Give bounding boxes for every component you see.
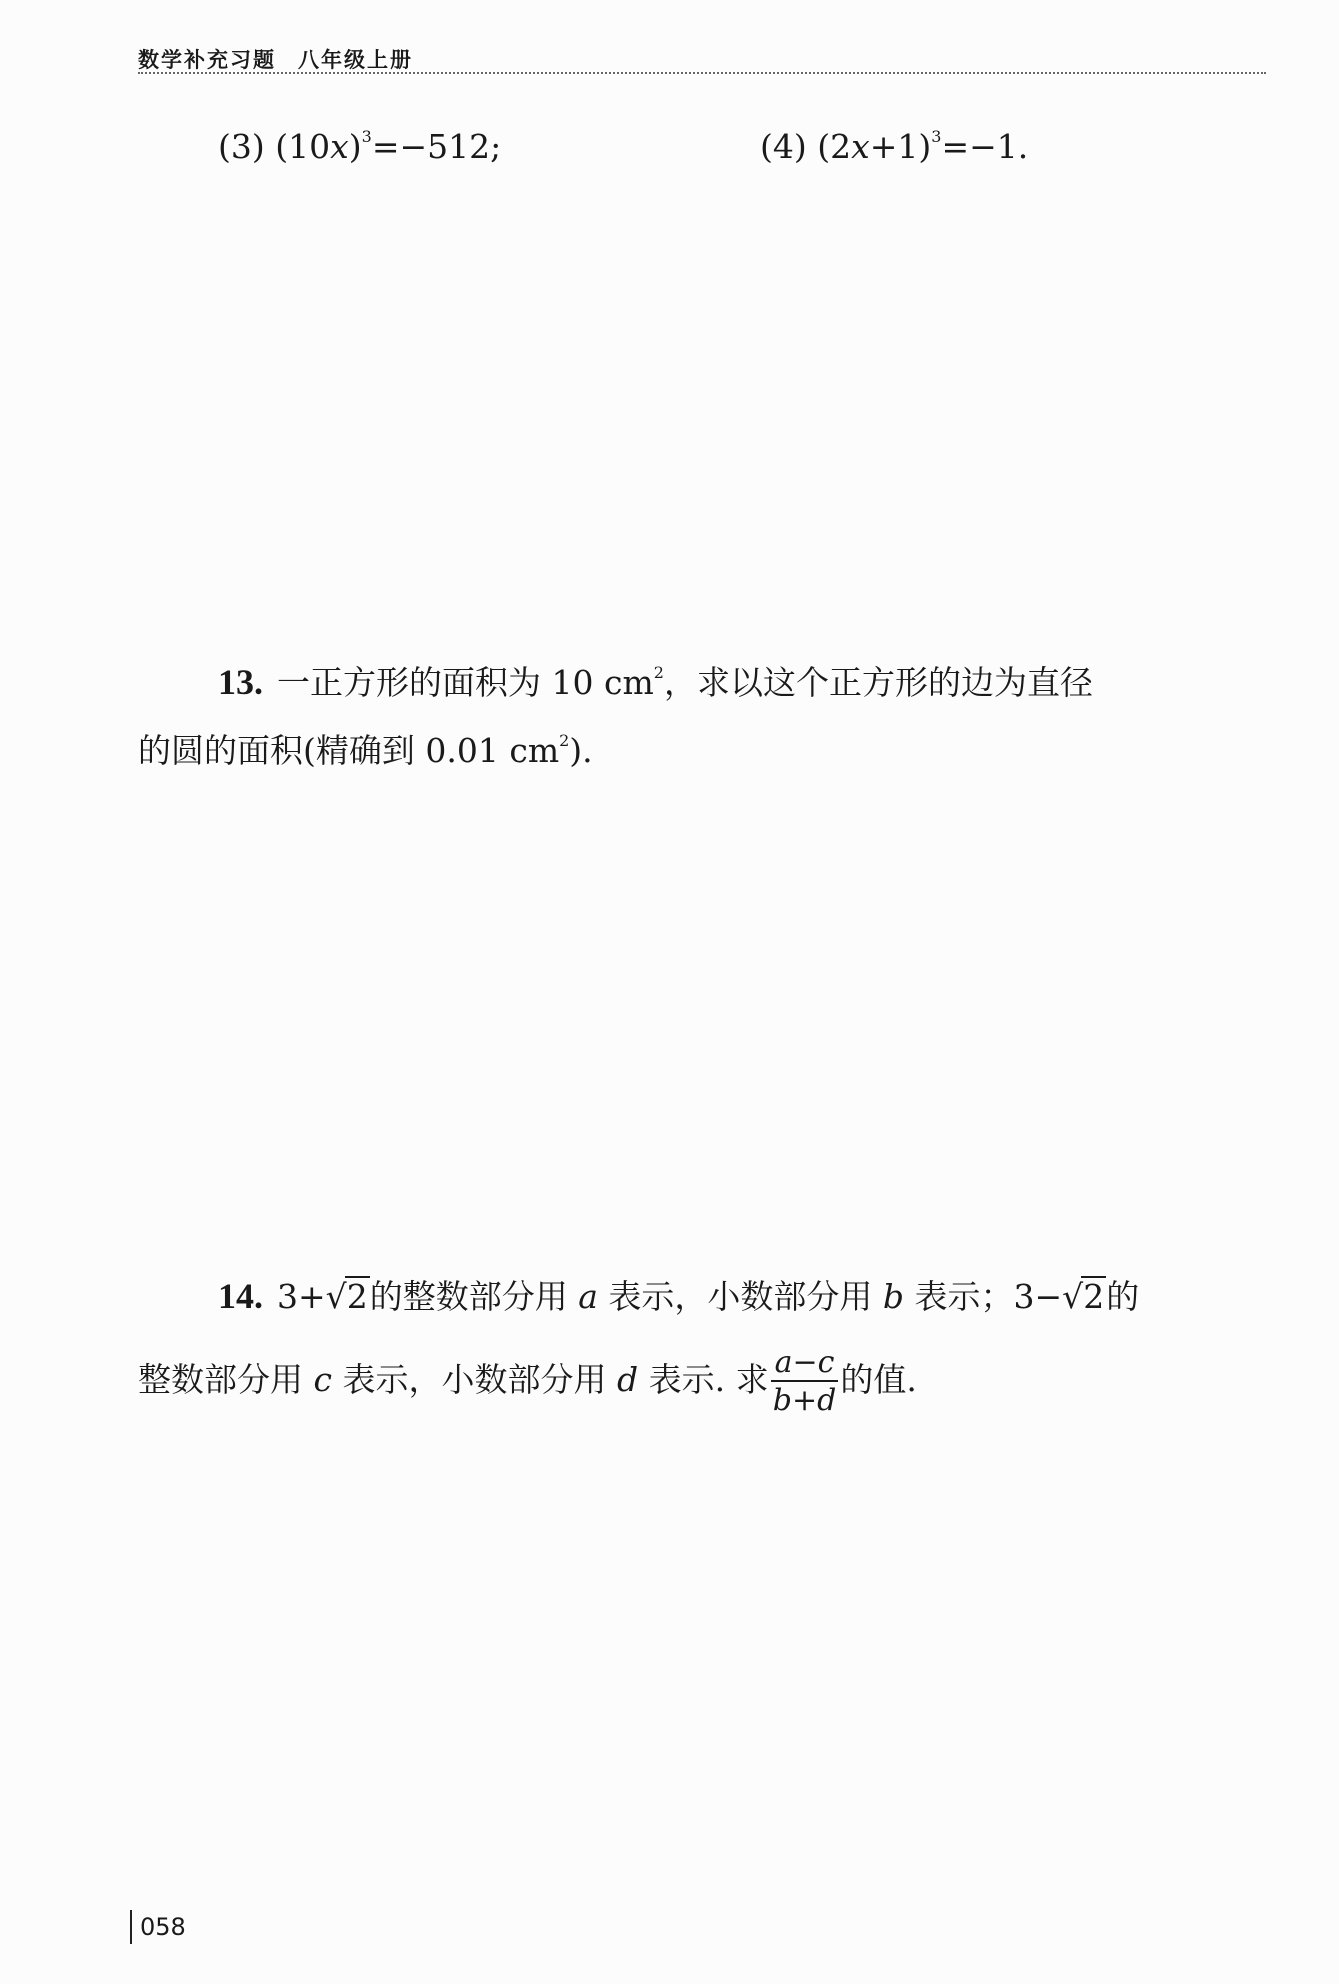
problem-13-number: 13. <box>218 662 263 702</box>
fraction: $\frac{a-c}{b+d}$ <box>771 1348 839 1416</box>
problem-14-line-2: 整数部分用 c 表示，小数部分用 d 表示. 求 $\frac{a-c}{b+d}$ 的值. <box>138 1345 917 1418</box>
book-subtitle: 八年级上册 <box>298 48 413 72</box>
problem-12-part-4: (4) $(2x+1)^3=-1$. <box>760 127 1029 166</box>
problem-14-number: 14. <box>218 1276 263 1316</box>
sqrt-symbol: √2 <box>325 1277 368 1316</box>
page-header <box>138 44 413 74</box>
book-title: 数学补充习题 <box>138 48 276 72</box>
header-divider <box>138 72 1266 74</box>
problem-14-line-1: 14. 3+√2的整数部分用 a 表示，小数部分用 b 表示；3−√2的 <box>218 1276 1140 1316</box>
problem-13-line-1: 13. 一正方形的面积为 10 $cm^2$，求以这个正方形的边为直径 <box>218 662 1093 702</box>
page-number: 058 <box>130 1910 186 1944</box>
sqrt-symbol-2: √2 <box>1062 1277 1105 1316</box>
problem-13-line-2: 的圆的面积(精确到 0.01 $cm^2$). <box>138 731 593 770</box>
problem-12-part-3: (3) $(10x)^3=-512$; <box>218 127 502 166</box>
